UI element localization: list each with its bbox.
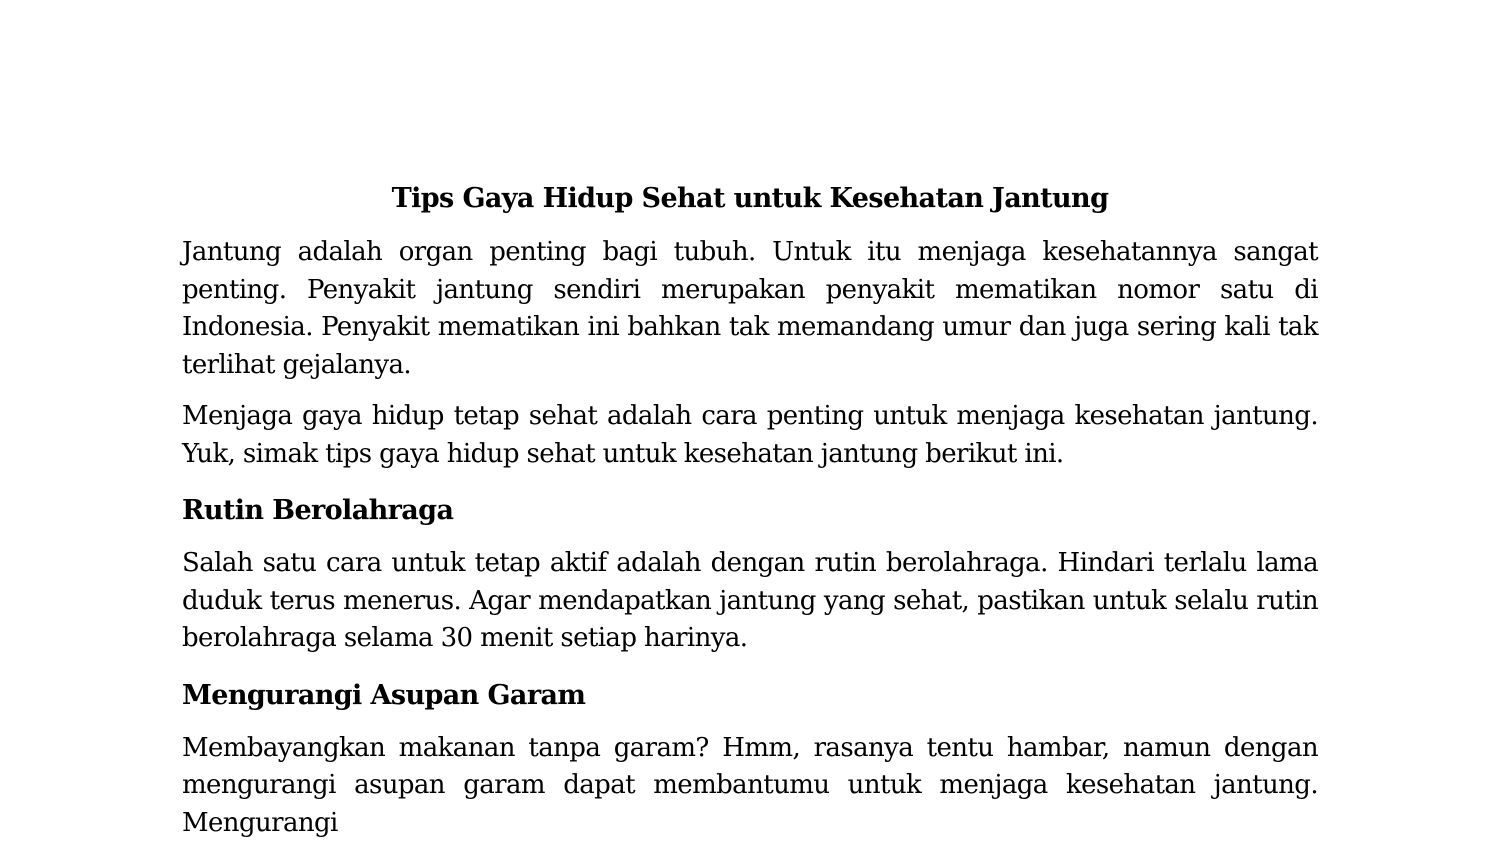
section-paragraph: Membayangkan makanan tanpa garam? Hmm, rasanya tentu hambar, namun dengan mengurangi asupan garam dapat membantumu untuk menjaga kesehatan jantung. Mengurangi	[182, 730, 1318, 842]
section-paragraph: Salah satu cara untuk tetap aktif adalah dengan rutin berolahraga. Hindari terlalu lama duduk terus menerus. Agar mendapatkan jantung yang sehat, pastikan untuk selalu rutin berolahraga selama 30 menit setiap harinya.	[182, 545, 1318, 658]
intro-paragraph: Jantung adalah organ penting bagi tubuh. Untuk itu menjaga kesehatannya sangat penting. Penyakit jantung sendiri merupakan penyakit mematikan nomor satu di Indonesia. Penyakit mematikan ini bahkan tak memandang umur dan juga sering kali tak terlihat gejalanya.	[182, 234, 1318, 384]
document-title: Tips Gaya Hidup Sehat untuk Kesehatan Jantung	[182, 178, 1318, 220]
section-heading-mengurangi-asupan-garam: Mengurangi Asupan Garam	[182, 676, 1318, 716]
document-body	[182, 178, 1318, 842]
section-heading-rutin-berolahraga: Rutin Berolahraga	[182, 491, 1318, 531]
intro-paragraph: Menjaga gaya hidup tetap sehat adalah cara penting untuk menjaga kesehatan jantung. Yuk, simak tips gaya hidup sehat untuk kesehatan jantung berikut ini.	[182, 398, 1318, 473]
